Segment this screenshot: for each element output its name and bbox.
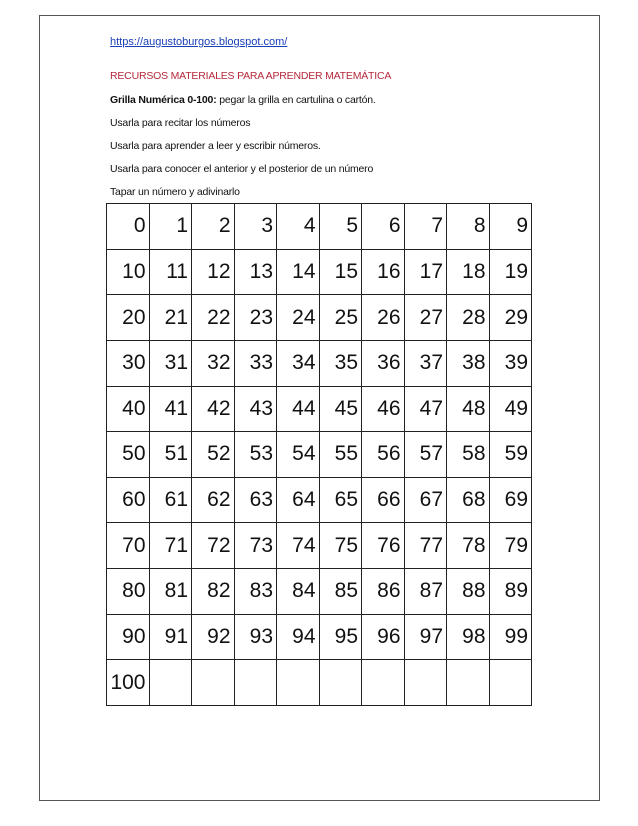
grid-cell: 32 (192, 340, 235, 386)
grid-cell: 52 (192, 432, 235, 478)
grid-cell: 69 (489, 477, 532, 523)
grid-cell: 4 (277, 204, 320, 250)
grid-cell: 9 (489, 204, 532, 250)
grid-cell (362, 660, 405, 706)
grid-cell: 63 (234, 477, 277, 523)
section-title: RECURSOS MATERIALES PARA APRENDER MATEMÁTICA (110, 70, 392, 82)
grid-cell: 20 (107, 295, 150, 341)
grid-cell: 35 (319, 340, 362, 386)
grid-cell: 60 (107, 477, 150, 523)
use-line-3: Usarla para conocer el anterior y el posterior de un número (110, 163, 374, 175)
grid-cell: 24 (277, 295, 320, 341)
use-line-2: Usarla para aprender a leer y escribir números. (110, 140, 321, 152)
grid-cell: 94 (277, 614, 320, 660)
grid-cell: 43 (234, 386, 277, 432)
grid-row (107, 249, 532, 295)
grid-cell: 33 (234, 340, 277, 386)
grid-cell: 70 (107, 523, 150, 569)
grid-cell: 76 (362, 523, 405, 569)
intro-text: pegar la grilla en cartulina o cartón. (216, 94, 376, 106)
grid-cell: 97 (404, 614, 447, 660)
grid-cell: 11 (149, 249, 192, 295)
grid-cell: 47 (404, 386, 447, 432)
grid-cell: 61 (149, 477, 192, 523)
grid-cell: 8 (447, 204, 490, 250)
grid-cell: 7 (404, 204, 447, 250)
grid-cell: 84 (277, 569, 320, 615)
grid-cell: 46 (362, 386, 405, 432)
grid-cell: 28 (447, 295, 490, 341)
grid-cell: 23 (234, 295, 277, 341)
grid-cell: 17 (404, 249, 447, 295)
grid-cell: 30 (107, 340, 150, 386)
use-line-4: Tapar un número y adivinarlo (110, 186, 240, 198)
grid-cell: 48 (447, 386, 490, 432)
grid-cell: 80 (107, 569, 150, 615)
grid-row (107, 340, 532, 386)
grid-cell: 25 (319, 295, 362, 341)
grid-cell: 19 (489, 249, 532, 295)
grid-cell: 56 (362, 432, 405, 478)
grid-cell: 77 (404, 523, 447, 569)
grid-cell: 53 (234, 432, 277, 478)
grid-cell: 82 (192, 569, 235, 615)
grid-cell: 39 (489, 340, 532, 386)
grid-cell: 86 (362, 569, 405, 615)
grid-row (107, 523, 532, 569)
grid-cell (404, 660, 447, 706)
grid-cell: 62 (192, 477, 235, 523)
grid-cell: 37 (404, 340, 447, 386)
grid-cell: 45 (319, 386, 362, 432)
grid-cell (447, 660, 490, 706)
grid-cell: 99 (489, 614, 532, 660)
grid-cell: 10 (107, 249, 150, 295)
grid-cell: 51 (149, 432, 192, 478)
grid-cell: 73 (234, 523, 277, 569)
grid-cell: 22 (192, 295, 235, 341)
grid-cell: 2 (192, 204, 235, 250)
grid-cell: 83 (234, 569, 277, 615)
grid-cell: 50 (107, 432, 150, 478)
grid-cell: 64 (277, 477, 320, 523)
grid-cell: 34 (277, 340, 320, 386)
grid-cell: 6 (362, 204, 405, 250)
grid-row (107, 386, 532, 432)
grid-cell: 85 (319, 569, 362, 615)
grid-cell: 88 (447, 569, 490, 615)
grid-row (107, 569, 532, 615)
grid-cell: 42 (192, 386, 235, 432)
grid-cell: 65 (319, 477, 362, 523)
grid-cell: 55 (319, 432, 362, 478)
grid-cell: 29 (489, 295, 532, 341)
grid-row (107, 432, 532, 478)
grid-cell: 98 (447, 614, 490, 660)
grid-cell: 49 (489, 386, 532, 432)
grid-cell: 78 (447, 523, 490, 569)
grid-cell: 3 (234, 204, 277, 250)
grid-cell: 12 (192, 249, 235, 295)
grid-cell: 71 (149, 523, 192, 569)
grid-cell: 100 (107, 660, 150, 706)
grid-cell: 91 (149, 614, 192, 660)
number-grid (106, 203, 532, 706)
grid-cell: 13 (234, 249, 277, 295)
grid-cell: 38 (447, 340, 490, 386)
grid-cell (319, 660, 362, 706)
grid-cell: 5 (319, 204, 362, 250)
grid-cell: 15 (319, 249, 362, 295)
use-line-1: Usarla para recitar los números (110, 117, 251, 129)
grid-cell (149, 660, 192, 706)
grid-cell: 59 (489, 432, 532, 478)
grid-cell (489, 660, 532, 706)
grid-cell: 27 (404, 295, 447, 341)
grid-cell: 1 (149, 204, 192, 250)
grid-cell: 26 (362, 295, 405, 341)
grid-cell: 40 (107, 386, 150, 432)
grid-cell: 79 (489, 523, 532, 569)
grid-cell: 68 (447, 477, 490, 523)
grid-cell: 18 (447, 249, 490, 295)
grid-cell: 41 (149, 386, 192, 432)
intro-line (110, 94, 376, 106)
grid-cell: 90 (107, 614, 150, 660)
grid-row (107, 660, 532, 706)
grid-cell: 67 (404, 477, 447, 523)
grid-cell: 57 (404, 432, 447, 478)
grid-cell: 14 (277, 249, 320, 295)
grid-cell: 92 (192, 614, 235, 660)
grid-cell: 81 (149, 569, 192, 615)
grid-row (107, 295, 532, 341)
grid-cell: 16 (362, 249, 405, 295)
blog-link[interactable]: https://augustoburgos.blogspot.com/ (110, 36, 288, 48)
grid-cell: 58 (447, 432, 490, 478)
grid-cell: 93 (234, 614, 277, 660)
grid-cell (277, 660, 320, 706)
grid-cell: 21 (149, 295, 192, 341)
grid-cell: 96 (362, 614, 405, 660)
grid-cell: 54 (277, 432, 320, 478)
grid-cell: 31 (149, 340, 192, 386)
grid-row (107, 614, 532, 660)
grid-cell: 87 (404, 569, 447, 615)
grid-cell: 44 (277, 386, 320, 432)
grid-cell: 95 (319, 614, 362, 660)
grid-cell: 66 (362, 477, 405, 523)
grid-cell: 0 (107, 204, 150, 250)
intro-label: Grilla Numérica 0-100: (110, 94, 217, 106)
grid-cell: 75 (319, 523, 362, 569)
grid-cell: 89 (489, 569, 532, 615)
grid-cell (234, 660, 277, 706)
grid-row (107, 477, 532, 523)
grid-row (107, 204, 532, 250)
grid-cell: 74 (277, 523, 320, 569)
grid-cell: 72 (192, 523, 235, 569)
grid-cell: 36 (362, 340, 405, 386)
grid-cell (192, 660, 235, 706)
